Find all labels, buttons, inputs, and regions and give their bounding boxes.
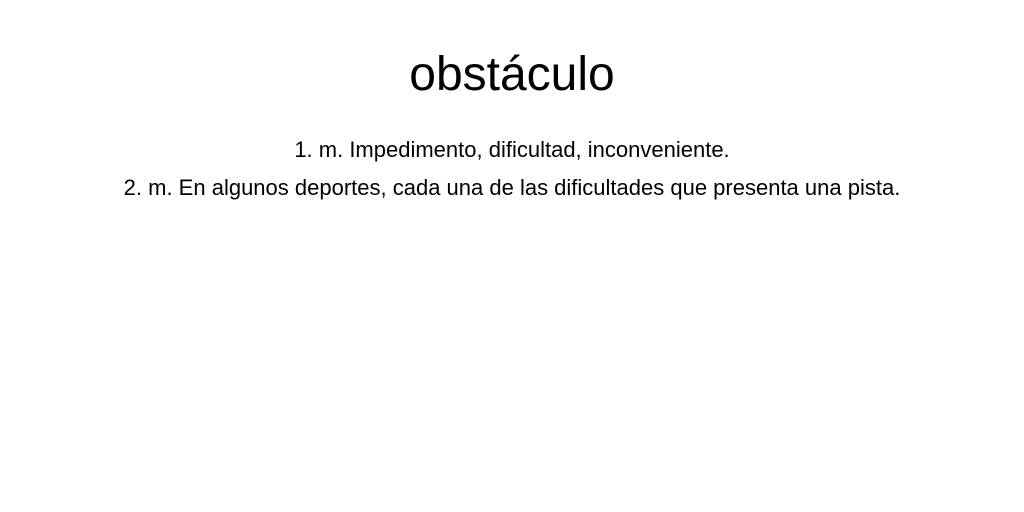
headword: obstáculo [409,48,615,101]
definition-item: 1. m. Impedimento, dificultad, inconveniente. [294,137,730,162]
definition-list [0,131,1024,207]
definition-item: 2. m. En algunos deportes, cada una de las dificultades que presenta una pista. [123,175,901,200]
